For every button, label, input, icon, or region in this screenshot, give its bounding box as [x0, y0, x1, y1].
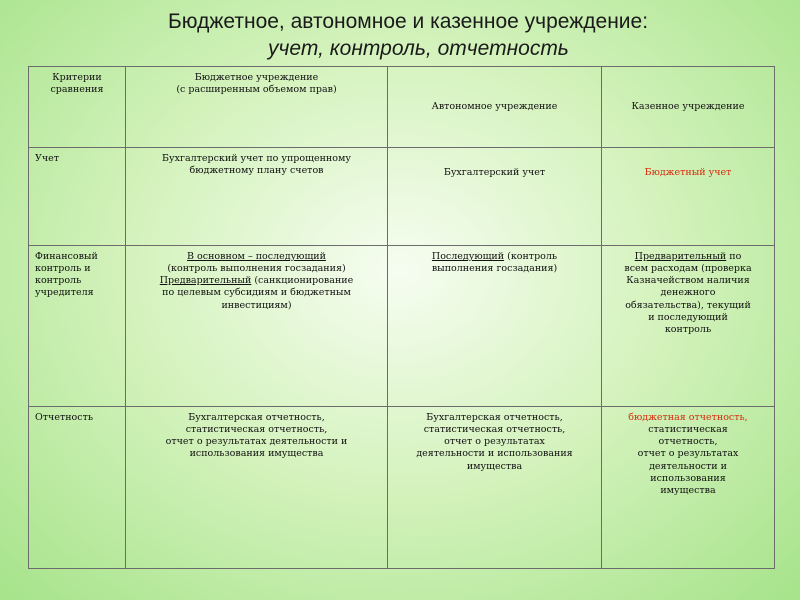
cell-line: отчет о результатах деятельности и	[165, 436, 348, 448]
row-reporting-budget	[126, 407, 388, 569]
header-budget	[126, 67, 388, 148]
row-reporting-state	[602, 407, 775, 569]
cell-line	[132, 275, 381, 287]
underlined-text: В основном – последующий	[187, 251, 326, 262]
row-control-budget	[126, 246, 388, 407]
cell-line: отчет о результатах	[637, 448, 739, 460]
cell-line: (контроль выполнения госзадания)	[167, 263, 346, 275]
title-line-1: Бюджетное, автономное и казенное учреждение:	[168, 10, 649, 33]
row-control-state	[602, 246, 775, 407]
row-accounting	[29, 148, 775, 246]
cell-line: всем расходам (проверка	[624, 263, 752, 275]
cell-line	[394, 251, 595, 263]
cell-line: деятельности и использования	[416, 448, 573, 460]
row-accounting-label: Учет	[29, 148, 126, 246]
cell-line: обязательства), текущий	[625, 299, 751, 311]
cell-line: Казначейством наличия	[626, 275, 750, 287]
row-accounting-state	[602, 148, 775, 246]
header-autonomous: Автономное учреждение	[388, 67, 602, 148]
header-budget-line-2: (с расширенным объемом прав)	[176, 84, 337, 96]
cell-line: отчет о результатах	[444, 436, 545, 448]
cell-line: имущества	[660, 484, 716, 496]
cell-line	[608, 251, 768, 263]
underlined-text: Предварительный	[634, 251, 727, 262]
cell-line: деятельности и	[649, 460, 727, 472]
cell-text: (санкционирование	[251, 275, 354, 287]
cell-text: по	[726, 251, 742, 262]
row-reporting	[29, 407, 775, 569]
cell-line: выполнения госзадания)	[431, 263, 558, 275]
cell-line: и последующий	[648, 311, 728, 323]
underlined-text: Последующий	[431, 251, 505, 262]
comparison-table	[28, 66, 775, 569]
row-control-autonomous	[388, 246, 602, 407]
row-accounting-autonomous	[388, 148, 602, 246]
budget-reporting-red-text: бюджетная отчетность,	[628, 412, 748, 423]
label-line: Финансовый	[35, 251, 98, 262]
header-budget-line-1: Бюджетное учреждение	[194, 72, 319, 83]
cell-line	[132, 251, 381, 263]
cell-line: статистическая	[648, 424, 728, 436]
row-accounting-budget	[126, 148, 388, 246]
cell-line: статистическая отчетность,	[423, 424, 566, 436]
cell-line: бюджетному плану счетов	[189, 165, 324, 177]
cell-line: Бухгалтерская отчетность,	[188, 412, 325, 423]
row-reporting-autonomous	[388, 407, 602, 569]
header-criteria	[29, 67, 126, 148]
cell-line: инвестициям)	[221, 299, 292, 311]
label-line: учредителя	[35, 287, 94, 299]
cell-line: Бухгалтерский учет по упрощенному	[162, 153, 351, 164]
cell-text: (контроль	[504, 251, 558, 262]
cell-line: статистическая отчетность,	[185, 424, 328, 436]
cell-line: имущества	[466, 460, 523, 472]
cell-line: использования	[650, 472, 726, 484]
label-line: контроль	[35, 275, 82, 287]
cell-line: использования имущества	[189, 448, 324, 460]
title-line-2: учет, контроль, отчетность	[268, 37, 569, 60]
row-control-label	[29, 246, 126, 407]
cell-line: контроль	[664, 323, 712, 335]
header-criteria-line-2: сравнения	[50, 84, 104, 96]
header-row	[29, 67, 775, 148]
cell-text: Бухгалтерский учет	[443, 167, 546, 178]
slide-title	[0, 0, 800, 66]
cell-line: отчетность,	[658, 436, 718, 448]
header-criteria-line-1: Критерии	[52, 72, 102, 83]
row-control	[29, 246, 775, 407]
cell-line: Бухгалтерская отчетность,	[426, 412, 563, 423]
row-reporting-label: Отчетность	[29, 407, 126, 569]
label-line: контроль и	[35, 263, 91, 275]
cell-line: денежного	[660, 287, 716, 299]
underlined-text: Предварительный	[159, 275, 252, 287]
budget-accounting-red-text: Бюджетный учет	[644, 167, 732, 178]
cell-line: по целевым субсидиям и бюджетным	[162, 287, 351, 299]
header-state: Казенное учреждение	[602, 67, 775, 148]
